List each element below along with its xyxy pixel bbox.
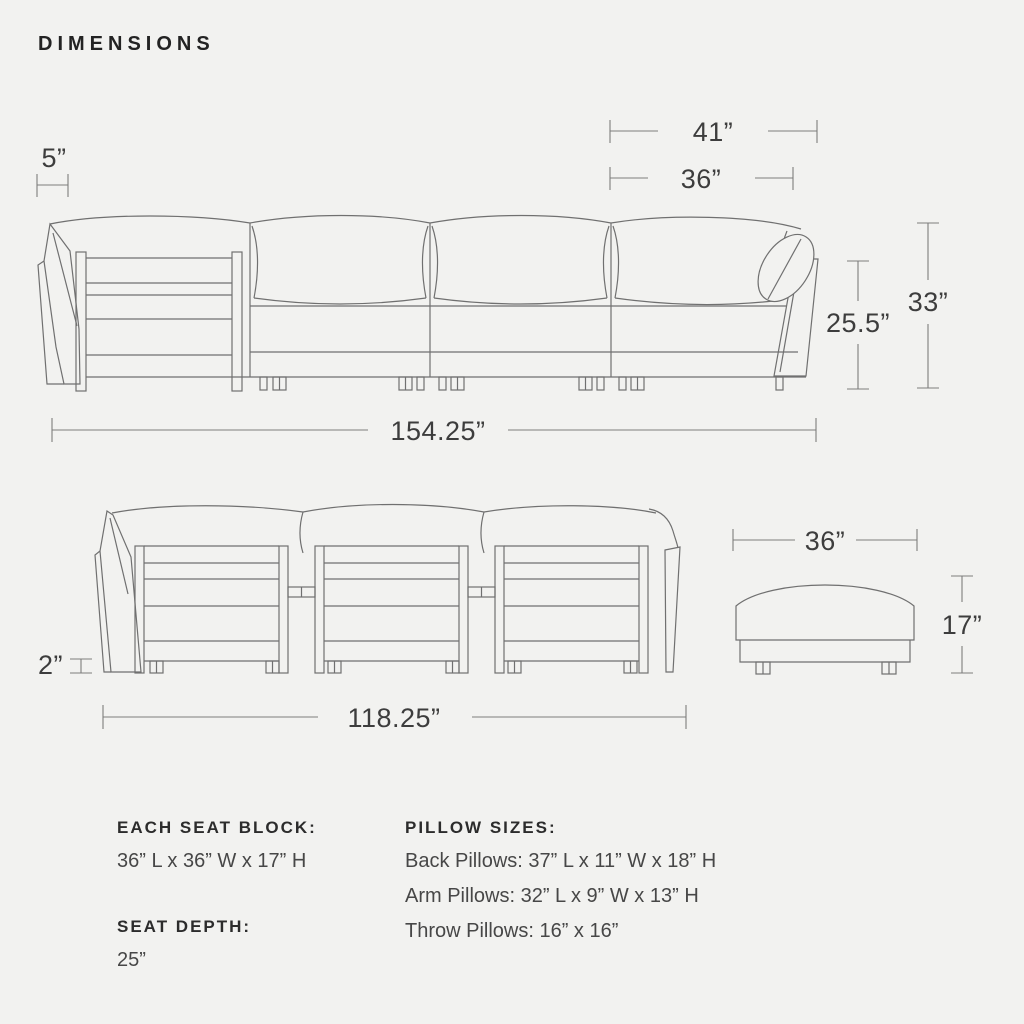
dim-label-ottoman-width: 36” bbox=[804, 526, 846, 556]
dim-overall-width bbox=[52, 416, 816, 446]
dim-arm-to-seat-width bbox=[610, 117, 817, 147]
seat-block-value: 36” L x 36” W x 17” H bbox=[117, 850, 307, 872]
dim-back-overall-width bbox=[103, 703, 686, 733]
dim-ottoman-height bbox=[942, 576, 983, 673]
sofa-back-top-line bbox=[50, 216, 801, 230]
sofa-leg bbox=[776, 377, 783, 390]
dim-label-seat-width: 36” bbox=[680, 164, 722, 194]
frame-post bbox=[232, 252, 242, 391]
ottoman-drawing bbox=[736, 585, 914, 674]
sofa-leg bbox=[260, 377, 267, 390]
sofa-back-top-line bbox=[112, 505, 656, 514]
seat-depth-heading: SEAT DEPTH: bbox=[117, 917, 252, 936]
dim-ottoman-width bbox=[733, 526, 917, 556]
right-arm-cushion-curve bbox=[649, 509, 678, 548]
pillow-sizes-heading: PILLOW SIZES: bbox=[405, 818, 557, 837]
dim-label-ottoman-height: 17” bbox=[941, 610, 983, 640]
sofa-leg bbox=[417, 377, 424, 390]
right-arm-panel bbox=[665, 547, 680, 672]
sofa-leg bbox=[597, 377, 604, 390]
cushion-curve bbox=[300, 512, 303, 553]
frame-post bbox=[495, 546, 504, 673]
cushion-curve bbox=[254, 298, 426, 304]
dim-leg-height bbox=[38, 650, 92, 680]
dim-label-leg-height: 2” bbox=[37, 650, 63, 680]
dim-arm-width bbox=[37, 143, 68, 197]
dim-label-back-overall-width: 118.25” bbox=[347, 703, 441, 733]
dim-label-arm-to-seat: 41” bbox=[692, 117, 734, 147]
cushion-curve bbox=[434, 298, 607, 304]
front-view-drawing bbox=[38, 216, 825, 392]
specs-right-column bbox=[405, 818, 785, 943]
cushion-curve bbox=[432, 226, 438, 298]
seat-block-heading: EACH SEAT BLOCK: bbox=[117, 818, 317, 837]
ottoman-body bbox=[736, 585, 914, 640]
back-view-drawing bbox=[95, 505, 680, 674]
ottoman-base bbox=[740, 640, 910, 662]
frame-post bbox=[76, 252, 86, 391]
dim-seat-width-top bbox=[610, 164, 793, 194]
dim-label-arm-width: 5” bbox=[41, 143, 67, 173]
dim-label-overall-width: 154.25” bbox=[390, 416, 486, 446]
sofa-leg bbox=[439, 377, 446, 390]
cushion-curve bbox=[615, 298, 782, 305]
cushion-curve bbox=[603, 226, 609, 298]
cushion-curve bbox=[613, 226, 619, 298]
cushion-curve bbox=[422, 226, 428, 298]
cushion-curve bbox=[481, 512, 484, 553]
specs-left-column bbox=[117, 818, 387, 972]
cushion-curve bbox=[252, 226, 258, 298]
corner-back-cushion bbox=[44, 224, 80, 384]
sofa-leg bbox=[619, 377, 626, 390]
frame-post bbox=[459, 546, 468, 673]
frame-post bbox=[279, 546, 288, 673]
dim-label-seat-back-height: 25.5” bbox=[825, 308, 891, 338]
frame-post bbox=[639, 546, 648, 673]
throw-pillows-value: Throw Pillows: 16” x 16” bbox=[405, 920, 619, 942]
dim-label-overall-height: 33” bbox=[907, 287, 949, 317]
back-pillows-value: Back Pillows: 37” L x 11” W x 18” H bbox=[405, 850, 717, 872]
seat-depth-value: 25” bbox=[117, 949, 146, 971]
corner-outer-panel bbox=[95, 551, 111, 672]
arm-pillows-value: Arm Pillows: 32” L x 9” W x 13” H bbox=[405, 885, 699, 907]
page-title: DIMENSIONS bbox=[38, 33, 215, 55]
dim-seat-back-height bbox=[826, 261, 890, 389]
frame-post bbox=[315, 546, 324, 673]
dim-overall-height bbox=[908, 223, 949, 388]
